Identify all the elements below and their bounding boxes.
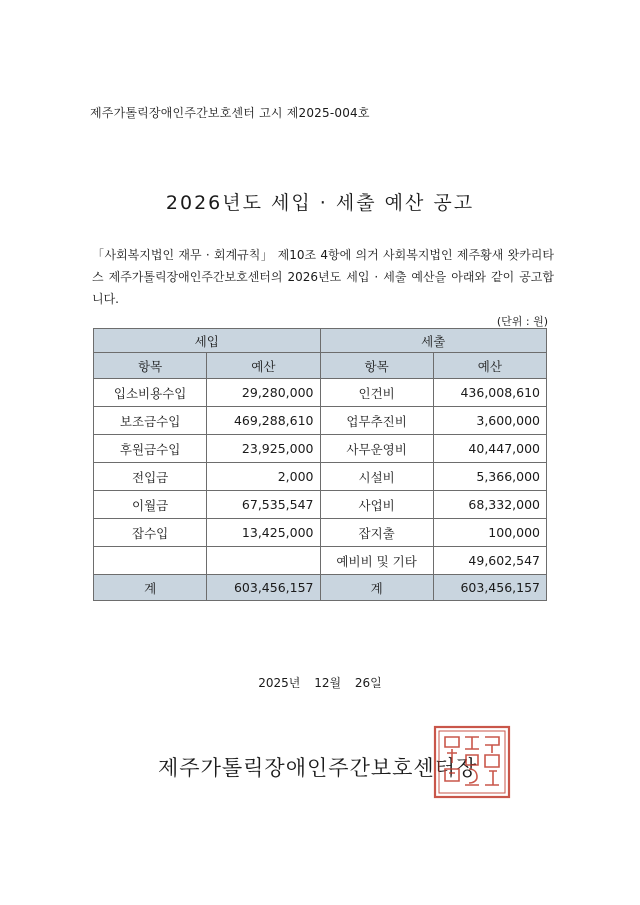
revenue-amount: 13,425,000 <box>207 519 320 547</box>
table-row <box>94 407 547 435</box>
revenue-item: 잡수입 <box>94 519 207 547</box>
budget-table <box>93 328 547 601</box>
expense-total-amount: 603,456,157 <box>433 575 546 601</box>
expense-item: 사무운영비 <box>320 435 433 463</box>
expense-amount: 100,000 <box>433 519 546 547</box>
revenue-amount: 29,280,000 <box>207 379 320 407</box>
signatory-name: 제주가톨릭장애인주간보호센터장 <box>158 756 478 780</box>
revenue-amount: 2,000 <box>207 463 320 491</box>
expense-item: 사업비 <box>320 491 433 519</box>
notice-date: 2025년 12월 26일 <box>258 676 382 690</box>
revenue-item: 보조금수입 <box>94 407 207 435</box>
revenue-item: 후원금수입 <box>94 435 207 463</box>
expense-item: 인건비 <box>320 379 433 407</box>
total-row <box>94 575 547 601</box>
official-seal <box>433 725 511 799</box>
revenue-total-amount: 603,456,157 <box>207 575 320 601</box>
revenue-amount: 23,925,000 <box>207 435 320 463</box>
body-line-1: 「사회복지법인 재무 · 회계규칙」 제10조 4항에 의거 사회복지법인 제주황새 <box>92 248 504 262</box>
table-header-row <box>94 329 547 353</box>
table-row <box>94 519 547 547</box>
table-row <box>94 379 547 407</box>
expense-budget-header: 예산 <box>433 353 546 379</box>
table-row <box>94 547 547 575</box>
notice-body <box>92 244 554 310</box>
revenue-amount: 67,535,547 <box>207 491 320 519</box>
revenue-item: 이월금 <box>94 491 207 519</box>
budget-rows <box>94 379 547 575</box>
revenue-budget-header: 예산 <box>207 353 320 379</box>
table-row <box>94 435 547 463</box>
body-line-2: 왓카리타스 제주가톨릭장애인주간보호센터의 2026년도 세입 · 세출 예산을 <box>92 248 554 284</box>
table-row <box>94 491 547 519</box>
revenue-item: 전입금 <box>94 463 207 491</box>
table-row <box>94 463 547 491</box>
revenue-total-label: 계 <box>94 575 207 601</box>
notice-number: 제주가톨릭장애인주간보호센터 고시 제2025-004호 <box>90 106 370 120</box>
expense-item-header: 항목 <box>320 353 433 379</box>
expense-item: 업무추진비 <box>320 407 433 435</box>
expense-header: 세출 <box>320 329 547 353</box>
table-subheader-row <box>94 353 547 379</box>
expense-amount: 40,447,000 <box>433 435 546 463</box>
expense-amount: 3,600,000 <box>433 407 546 435</box>
revenue-amount: 469,288,610 <box>207 407 320 435</box>
document-title: 2026년도 세입 · 세출 예산 공고 <box>165 192 475 214</box>
expense-amount: 68,332,000 <box>433 491 546 519</box>
expense-item: 시설비 <box>320 463 433 491</box>
expense-item: 잡지출 <box>320 519 433 547</box>
expense-amount: 5,366,000 <box>433 463 546 491</box>
expense-total-label: 계 <box>320 575 433 601</box>
revenue-item: 입소비용수입 <box>94 379 207 407</box>
seal-glyphs <box>445 737 499 785</box>
body-line-3: 아래와 같이 공고합니다. <box>92 270 554 306</box>
unit-note: (단위 : 원) <box>496 315 548 328</box>
revenue-header: 세입 <box>94 329 321 353</box>
revenue-item-header: 항목 <box>94 353 207 379</box>
expense-amount: 49,602,547 <box>433 547 546 575</box>
revenue-item <box>94 547 207 575</box>
expense-amount: 436,008,610 <box>433 379 546 407</box>
expense-item: 예비비 및 기타 <box>320 547 433 575</box>
revenue-amount <box>207 547 320 575</box>
